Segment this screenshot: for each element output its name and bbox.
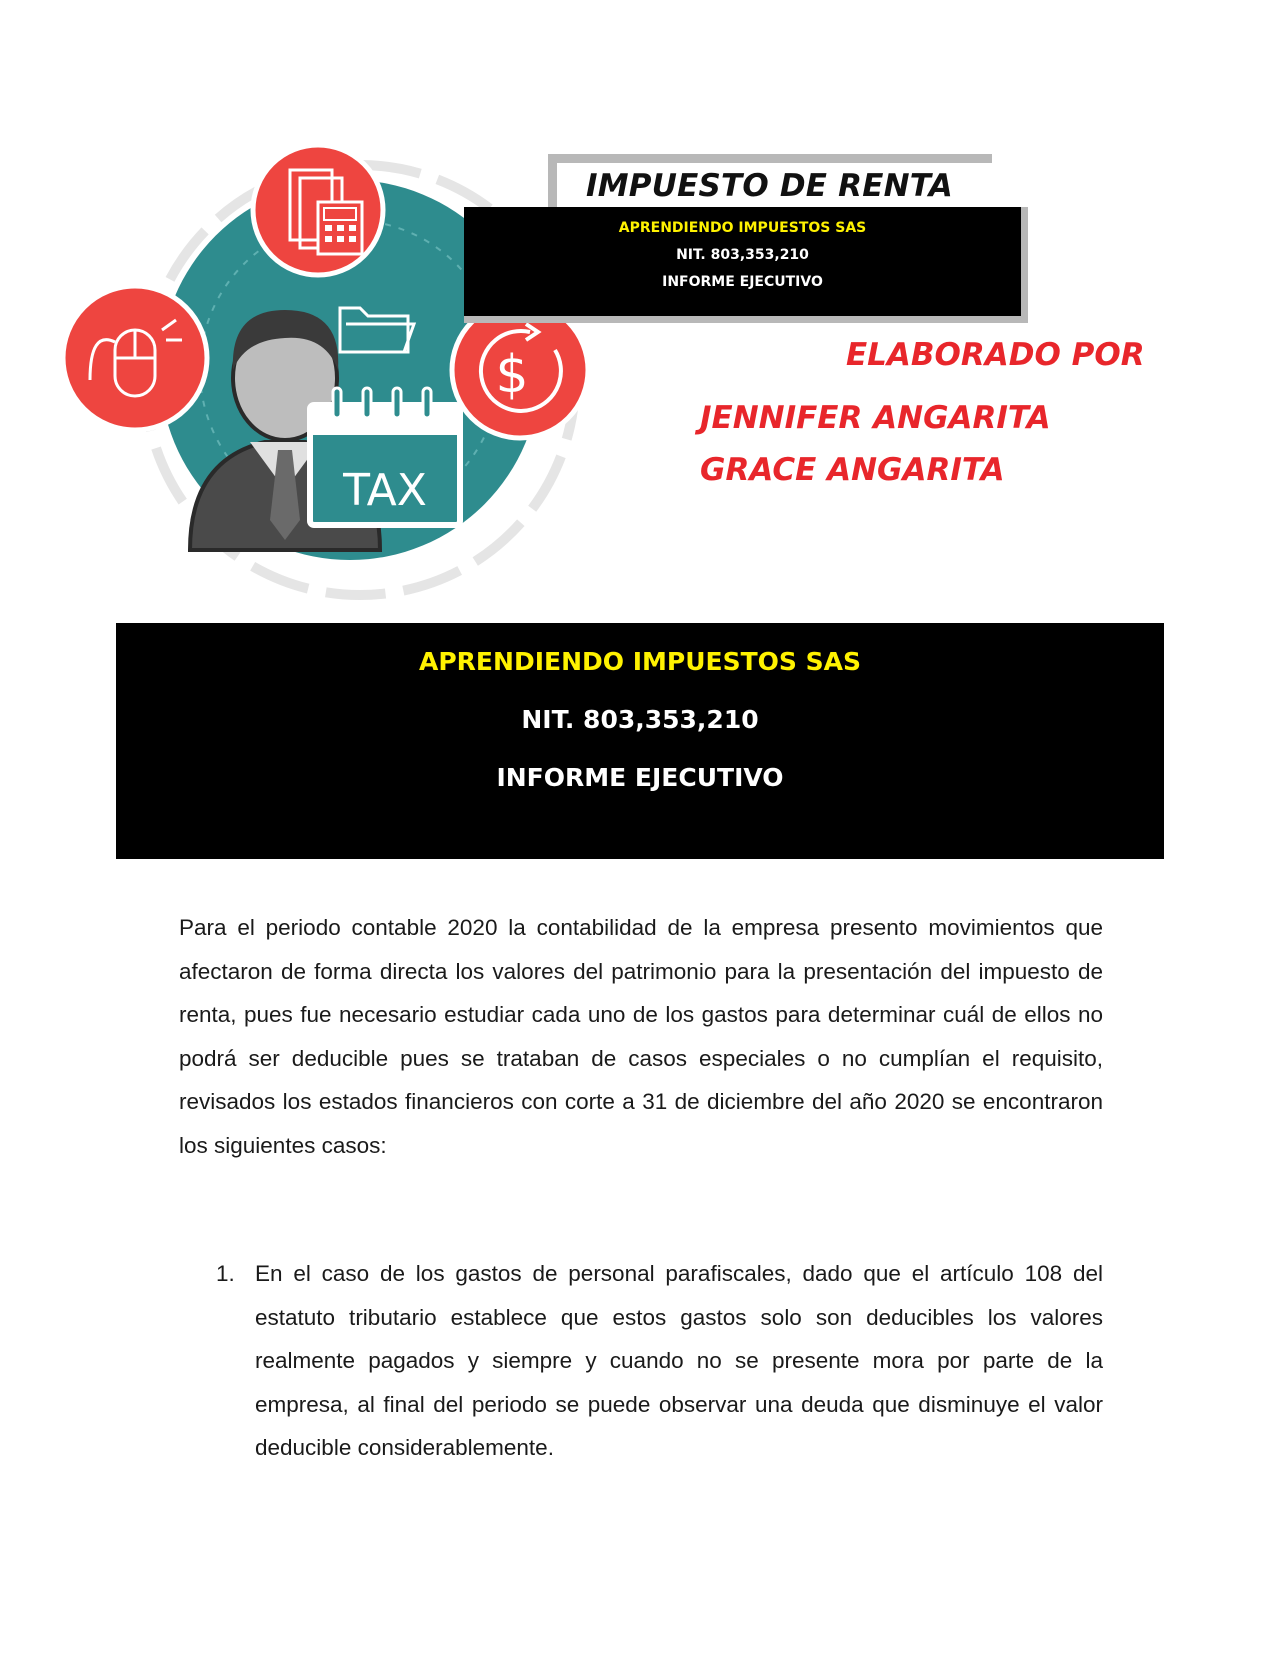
company-banner bbox=[116, 623, 1164, 859]
mouse-icon bbox=[63, 286, 207, 430]
calendar-icon bbox=[310, 388, 460, 525]
dollar-sign: $ bbox=[495, 345, 529, 405]
tax-label: TAX bbox=[343, 465, 427, 516]
intro-paragraph: Para el periodo contable 2020 la contabilidad de la empresa presento movimientos que afectaron de forma directa los valores del patrimonio para la presentación del impuesto de renta, pues fue necesario estudiar cada uno de los gastos para determinar cuál de ellos no podrá ser deducible pues se trataban de casos especiales o no cumplían el requisito, revisados los estados financieros con corte a 31 de diciembre del año 2020 se encontraron los siguientes casos: bbox=[179, 915, 1103, 1158]
banner-company: APRENDIENDO IMPUESTOS SAS bbox=[419, 647, 861, 676]
banner-report: INFORME EJECUTIVO bbox=[496, 763, 784, 792]
author-name: JENNIFER ANGARITA bbox=[700, 400, 1051, 436]
author-name: GRACE ANGARITA bbox=[700, 452, 1005, 488]
header-card-report: INFORME EJECUTIVO bbox=[662, 274, 823, 290]
banner-nit: NIT. 803,353,210 bbox=[521, 705, 759, 734]
header-card-nit: NIT. 803,353,210 bbox=[676, 247, 809, 263]
elaborated-by-label: ELABORADO POR bbox=[846, 337, 1145, 373]
header-card bbox=[464, 207, 1028, 323]
header-card-company: APRENDIENDO IMPUESTOS SAS bbox=[618, 220, 867, 236]
list-item-number: 1. bbox=[216, 1261, 235, 1286]
list-item-text: En el caso de los gastos de personal parafiscales, dado que el artículo 108 del estatuto tributario establece que estos gastos solo son deducibles los valores realmente pagados y siempre y cuando no se presente mora por parte de la empresa, al final del periodo se puede observar una deuda que disminuye el valor deducible considerablemente. bbox=[255, 1261, 1103, 1461]
report-title: IMPUESTO DE RENTA bbox=[586, 168, 953, 204]
tax-illustration bbox=[50, 130, 630, 600]
calculator-icon bbox=[253, 145, 383, 275]
